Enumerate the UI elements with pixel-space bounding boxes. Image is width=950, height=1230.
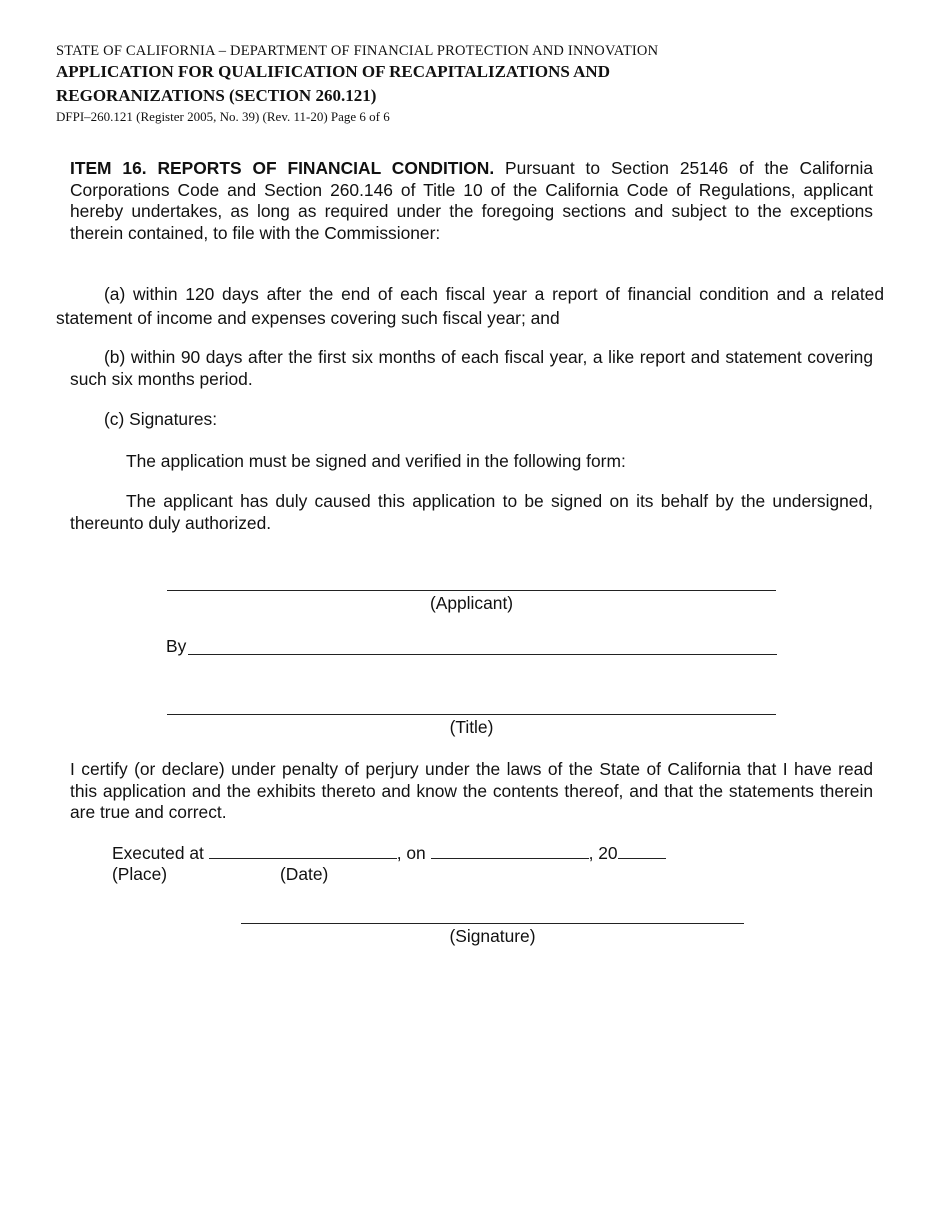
item-16-text: Pursuant to Section 25146 of the California Corporations Code and Section 260.146 of Title 10 of the California Code of Regulations, applicant hereby undertakes, as long as required under the foregoing sections and subject to the exceptions therein contained, to file with the Commissioner:	[70, 158, 873, 243]
signature-caption: (Signature)	[449, 926, 536, 946]
caused-to-be-signed-text: The applicant has duly caused this application to be signed on its behalf by the undersigned, thereunto duly authorized.	[70, 491, 873, 533]
agency-name: STATE OF CALIFORNIA – DEPARTMENT OF FINANCIAL PROTECTION AND INNOVATION	[56, 43, 659, 59]
form-header	[56, 42, 876, 126]
form-title-line-2: REGORANIZATIONS (SECTION 260.121)	[56, 86, 377, 105]
clause-a	[56, 282, 884, 330]
form-identifier: DFPI–260.121 (Register 2005, No. 39) (Rev. 11-20) Page 6 of 6	[56, 109, 390, 124]
by-signature-line[interactable]	[188, 654, 777, 655]
applicant-line[interactable]	[167, 590, 776, 591]
clause-c: (c) Signatures:	[104, 409, 218, 429]
executed-at-label: Executed at	[112, 843, 204, 863]
place-caption: (Place)	[112, 864, 168, 884]
clause-b	[70, 347, 873, 390]
year-blank[interactable]	[618, 843, 666, 859]
title-caption: (Title)	[449, 717, 494, 737]
execution-line	[112, 843, 666, 864]
form-title-line-1: APPLICATION FOR QUALIFICATION OF RECAPITALIZATIONS AND	[56, 62, 610, 81]
item-16-paragraph	[70, 158, 873, 244]
title-line[interactable]	[167, 714, 776, 715]
clause-a-text: (a) within 120 days after the end of each fiscal year a report of financial condition and a related statement of income and expenses covering such fiscal year; and	[56, 284, 884, 328]
on-label: , on	[396, 843, 426, 863]
signature-line[interactable]	[241, 923, 744, 924]
date-blank[interactable]	[431, 843, 589, 859]
clause-b-text: (b) within 90 days after the first six months of each fiscal year, a like report and statement covering such six months period.	[70, 347, 873, 389]
date-caption: (Date)	[280, 864, 329, 884]
item-16-heading: ITEM 16. REPORTS OF FINANCIAL CONDITION.	[70, 158, 495, 178]
place-blank[interactable]	[209, 843, 397, 859]
certification-paragraph: I certify (or declare) under penalty of perjury under the laws of the State of California that I have read this application and the exhibits thereto and know the contents thereof, and that the statements therein are true and correct.	[70, 759, 873, 822]
by-label: By	[166, 636, 187, 656]
year-label: , 20	[588, 843, 618, 863]
applicant-caption: (Applicant)	[429, 593, 514, 613]
signature-form-note: The application must be signed and verified in the following form:	[126, 451, 626, 471]
